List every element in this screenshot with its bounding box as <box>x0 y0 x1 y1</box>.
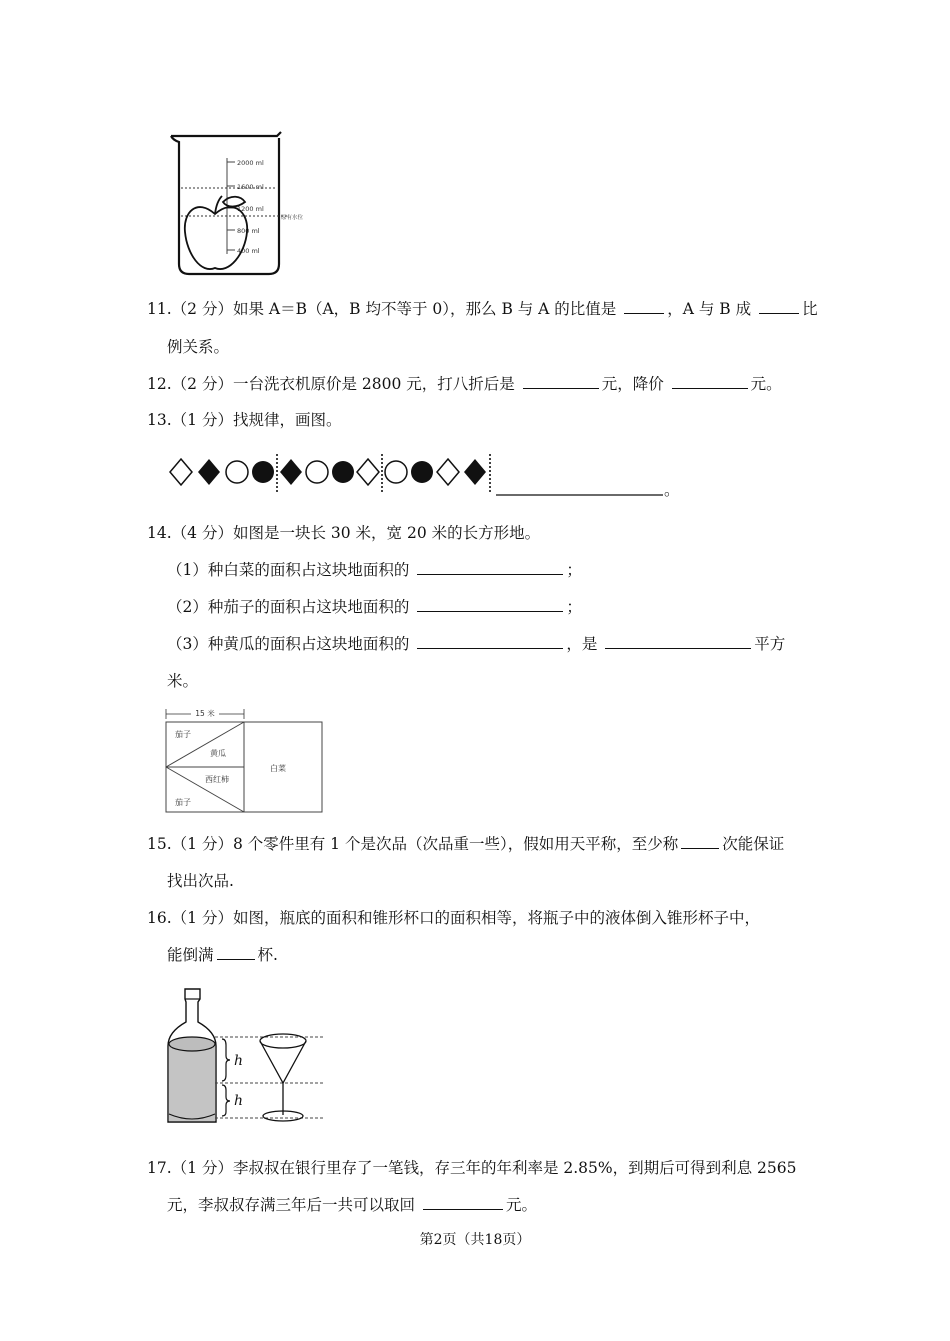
question-11: 11.（2 分）如果 A＝B（A，B 均不等于 0），那么 B 与 A 的比值是 ，A 与 B 成 比 <box>147 300 818 318</box>
label-tomato: 西红柿 <box>205 775 229 784</box>
question-12: 12.（2 分）一台洗衣机原价是 2800 元，打八折后是 元，降价 元。 <box>147 375 782 393</box>
hollow-circle-shape <box>385 461 407 483</box>
filled-circle-shape <box>252 461 274 483</box>
cone-cup-rim <box>260 1034 306 1048</box>
question-17: 17.（1 分）李叔叔在银行里存了一笔钱，存三年的年利率是 2.85%，到期后可得到利息 2565 <box>147 1159 797 1177</box>
tick-label-400: 400 ml <box>237 247 260 255</box>
height-label-lower: h <box>234 1093 244 1109</box>
question-17-cont: 元，李叔叔存满三年后一共可以取回 元。 <box>167 1196 537 1214</box>
label-eggplant-top: 茄子 <box>175 730 191 739</box>
tick-label-2000: 2000 ml <box>237 159 264 167</box>
filled-diamond-shape <box>464 459 486 485</box>
brace-lower <box>222 1085 230 1116</box>
answer-blank-11a[interactable] <box>624 299 664 314</box>
answer-blank-15[interactable] <box>681 834 719 849</box>
answer-blank-12b[interactable] <box>672 374 748 389</box>
hollow-circle-shape <box>306 461 328 483</box>
question-14-sub1: （1）种白菜的面积占这块地面积的 ； <box>167 561 582 579</box>
hollow-diamond-shape <box>437 459 459 485</box>
filled-diamond-shape <box>280 459 302 485</box>
hollow-diamond-shape <box>170 459 192 485</box>
label-cucumber: 黄瓜 <box>210 749 226 758</box>
question-16: 16.（1 分）如图，瓶底的面积和锥形杯口的面积相等，将瓶子中的液体倒入锥形杯子中， <box>147 909 760 927</box>
tick-label-1600: 1600 ml <box>237 183 264 191</box>
answer-blank-12a[interactable] <box>523 374 599 389</box>
answer-blank-11b[interactable] <box>759 299 799 314</box>
question-16-cont: 能倒满 杯. <box>167 946 278 964</box>
dimension-label: 15 米 <box>195 709 215 718</box>
bottle-and-cone-figure <box>160 984 330 1132</box>
filled-circle-shape <box>411 461 433 483</box>
question-11-cont: 例关系。 <box>167 338 230 356</box>
field-diagonal-upper <box>166 722 244 767</box>
question-14: 14.（4 分）如图是一块长 30 米，宽 20 米的长方形地。 <box>147 524 541 542</box>
liquid-fill <box>169 1044 215 1121</box>
height-label-upper: h <box>234 1053 244 1069</box>
question-13-end-mark: 。 <box>664 481 680 499</box>
answer-blank-16[interactable] <box>217 945 255 960</box>
question-15: 15.（1 分）8 个零件里有 1 个是次品（次品重一些），假如用天平称，至少称 次能保证 <box>147 835 785 853</box>
hollow-circle-shape <box>226 461 248 483</box>
tick-label-1200: 1200 ml <box>237 205 264 213</box>
question-14-sub2: （2）种茄子的面积占这块地面积的 ； <box>167 598 582 616</box>
tick-label-800: 800 ml <box>237 227 260 235</box>
question-14-sub3-cont: 米。 <box>167 672 199 690</box>
beaker-outline <box>171 132 281 274</box>
brace-upper <box>222 1039 230 1081</box>
page-number-footer: 第2页（共18页） <box>419 1232 531 1248</box>
field-diagram <box>160 704 330 816</box>
cone-cup-body <box>260 1041 306 1083</box>
label-cabbage: 白菜 <box>270 764 286 773</box>
filled-circle-shape <box>332 461 354 483</box>
question-15-cont: 找出次品. <box>167 872 234 890</box>
hollow-diamond-shape <box>357 459 379 485</box>
label-eggplant-bottom: 茄子 <box>175 798 191 807</box>
original-water-note: 原有水位 <box>281 215 304 221</box>
filled-diamond-shape <box>198 459 220 485</box>
beaker-figure <box>165 128 305 280</box>
answer-blank-14-3b[interactable] <box>605 634 751 649</box>
answer-blank-14-3a[interactable] <box>417 634 563 649</box>
pattern-sequence <box>168 454 668 498</box>
answer-blank-14-2[interactable] <box>417 597 563 612</box>
liquid-surface <box>169 1037 215 1051</box>
answer-blank-14-1[interactable] <box>417 560 563 575</box>
answer-blank-17[interactable] <box>423 1195 503 1210</box>
question-13: 13.（1 分）找规律，画图。 <box>147 411 342 429</box>
question-14-sub3: （3）种黄瓜的面积占这块地面积的 ，是 平方 <box>167 635 786 653</box>
